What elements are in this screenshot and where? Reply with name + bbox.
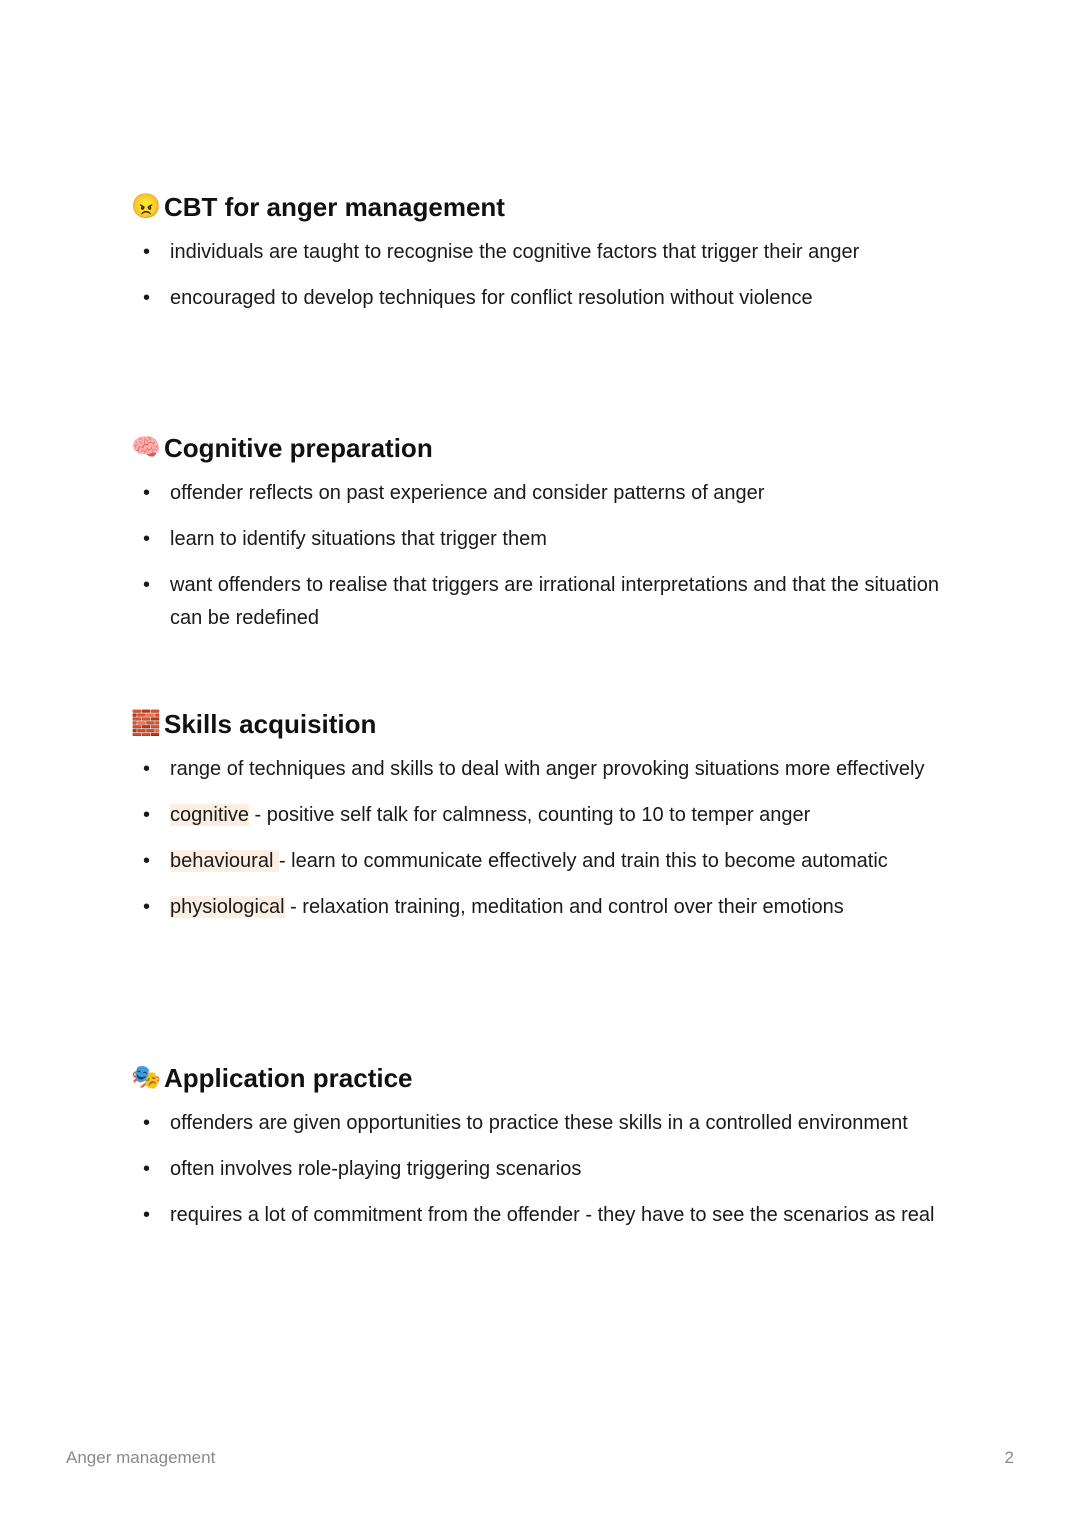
angry-face-icon: 😠 <box>131 193 161 220</box>
bullet-icon: • <box>143 1204 151 1226</box>
list-item-text: often involves role-playing triggering scenarios <box>170 1158 582 1180</box>
bullet-icon: • <box>143 482 151 504</box>
list-item <box>131 891 940 924</box>
list-item <box>131 523 940 556</box>
section <box>131 431 951 648</box>
section-heading <box>131 190 951 224</box>
list-item <box>131 1107 940 1140</box>
list-item <box>131 1153 940 1186</box>
section <box>131 707 951 937</box>
list-item-text: - learn to communicate effectively and train this to become automatic <box>278 850 888 872</box>
list-item <box>131 1199 940 1232</box>
section-title: CBT for anger management <box>164 192 505 222</box>
section-title: Cognitive preparation <box>164 433 433 463</box>
section-title: Skills acquisition <box>164 709 377 739</box>
bullet-list <box>131 236 951 315</box>
page-number: 2 <box>1004 1448 1014 1467</box>
section <box>131 1061 951 1245</box>
bullet-icon: • <box>143 758 151 780</box>
section-heading <box>131 431 951 465</box>
section-heading <box>131 707 951 741</box>
list-item <box>131 845 940 878</box>
list-item-text: learn to identify situations that trigger them <box>170 528 547 550</box>
list-item-text: requires a lot of commitment from the offender - they have to see the scenarios as real <box>170 1204 935 1226</box>
list-item <box>131 282 940 315</box>
list-item-text: offenders are given opportunities to practice these skills in a controlled environment <box>170 1112 908 1134</box>
brain-icon: 🧠 <box>131 434 161 461</box>
highlighted-term: behavioural <box>170 850 279 872</box>
brick-icon: 🧱 <box>131 710 161 737</box>
bullet-icon: • <box>143 528 151 550</box>
list-item-text: - positive self talk for calmness, counting to 10 to temper anger <box>248 804 811 826</box>
bullet-icon: • <box>143 850 151 872</box>
bullet-list <box>131 1107 951 1232</box>
bullet-icon: • <box>143 574 151 596</box>
bullet-icon: • <box>143 241 151 263</box>
highlighted-term: physiological <box>170 896 285 918</box>
performing-arts-icon: 🎭 <box>131 1064 161 1091</box>
bullet-icon: • <box>143 1112 151 1134</box>
bullet-list <box>131 477 951 635</box>
list-item-text: encouraged to develop techniques for conflict resolution without violence <box>170 287 813 309</box>
bullet-list <box>131 753 951 924</box>
list-item-text: - relaxation training, meditation and control over their emotions <box>284 896 844 918</box>
section-heading <box>131 1061 951 1095</box>
bullet-icon: • <box>143 804 151 826</box>
list-item <box>131 799 940 832</box>
bullet-icon: • <box>143 287 151 309</box>
list-item <box>131 477 940 510</box>
list-item-text: want offenders to realise that triggers are irrational interpretations and that the situation can be redefined <box>170 574 939 629</box>
section-title: Application practice <box>164 1063 413 1093</box>
section <box>131 190 951 328</box>
highlighted-term: cognitive <box>170 804 249 826</box>
list-item-text: individuals are taught to recognise the cognitive factors that trigger their anger <box>170 241 860 263</box>
list-item <box>131 569 940 635</box>
list-item-text: range of techniques and skills to deal with anger provoking situations more effectively <box>170 758 925 780</box>
bullet-icon: • <box>143 896 151 918</box>
footer-title: Anger management <box>66 1448 216 1467</box>
list-item <box>131 753 940 786</box>
bullet-icon: • <box>143 1158 151 1180</box>
list-item-text: offender reflects on past experience and consider patterns of anger <box>170 482 765 504</box>
list-item <box>131 236 940 269</box>
